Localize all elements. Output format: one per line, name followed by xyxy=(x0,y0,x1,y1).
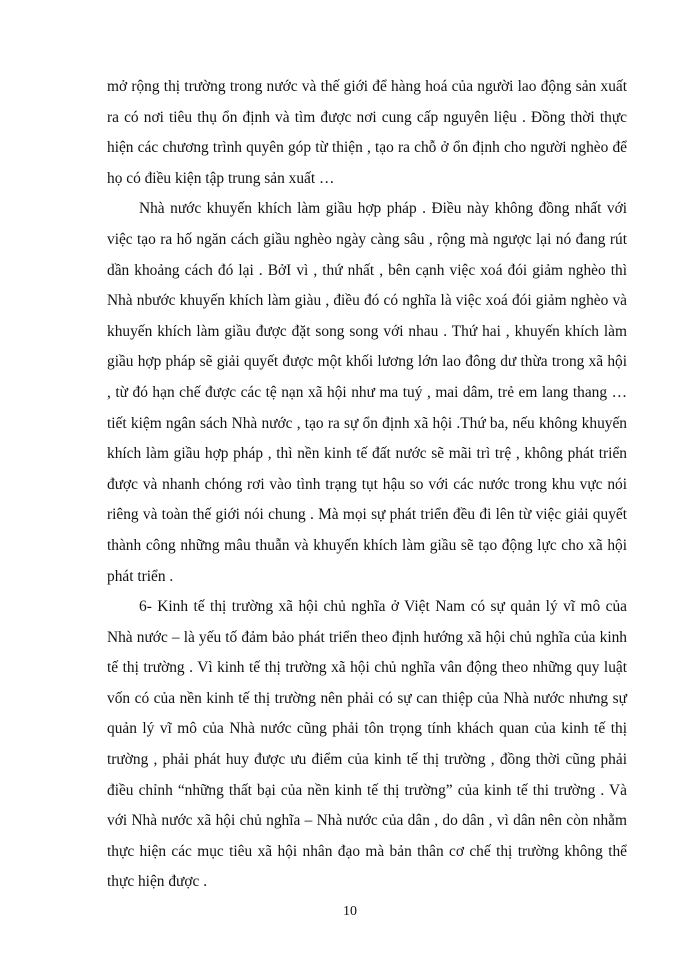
paragraph-legal-enrichment: Nhà nước khuyến khích làm giầu hợp pháp . Điều này không đồng nhất với việc tạo ra hố ngăn cách giầu nghèo ngày càng sâu , rộng mà ngược lại nó đang rút dần khoảng cách đó lại . BởI vì , thứ nhất , bên cạnh việc xoá đói giảm nghèo thì Nhà nbước khuyến khích làm giàu , điều đó có nghĩa là việc xoá đói giảm nghèo và khuyến khích làm giầu được đặt song song với nhau . Thứ hai , khuyến khích làm giầu hợp pháp sẽ giải quyết được một khối lương lớn lao đông dư thừa trong xã hội , từ đó hạn chế được các tệ nạn xã hội như ma tuý , mai dâm, trẻ em lang thang …tiết kiệm ngân sách Nhà nước , tạo ra sự ổn định xã hội .Thứ ba, nếu không khuyến khích làm giầu hợp pháp , thì nền kinh tế đất nước sẽ mãi trì trệ , không phát triển được và nhanh chóng rơi vào tình trạng tụt hậu so với các nước trong khu vực nói riêng và toàn thế giới nói chung . Mà mọi sự phát triển đều đi lên từ việc giải quyết thành công những mâu thuẫn và khuyến khích làm giầu sẽ tạo động lực cho xã hội phát triển . xyxy=(107,200,627,585)
page-number: 10 xyxy=(343,904,357,919)
paragraph-continuation: mở rộng thị trường trong nước và thế giới để hàng hoá của người lao động sản xuất ra có nơi tiêu thụ ổn định và tìm được nơi cung cấp nguyên liệu . Đồng thời thực hiện các chương trình quyên góp từ thiện , tạo ra chỗ ở ổn định cho người nghèo để họ có điều kiện tập trung sản xuất … xyxy=(107,78,627,187)
paragraph-section-6: 6- Kinh tế thị trường xã hội chủ nghĩa ở Việt Nam có sự quản lý vĩ mô của Nhà nước – là yếu tố đảm bảo phát triển theo định hướng xã hội chủ nghĩa của kinh tế thị trường . Vì kinh tế thị trường xã hội chủ nghĩa vân động theo những quy luật vốn có của nền kinh tế thị trường nên phải có sự can thiệp của Nhà nước nhưng sự quản lý vĩ mô của Nhà nước cũng phải tôn trọng tính khách quan của kinh tế thị trường , phải phát huy được ưu điểm của kinh tế thị trường , đồng thời cũng phải điều chỉnh “những thất bại của nền kinh tế thị trường” của kinh tế thi trường . Và với Nhà nước xã hội chủ nghĩa – Nhà nước của dân , do dân , vì dân nên còn nhằm thực hiện các mục tiêu xã hội nhân đạo mà bản thân cơ chế thị trường không thể thực hiện được . xyxy=(107,598,627,891)
body-text xyxy=(107,72,627,898)
